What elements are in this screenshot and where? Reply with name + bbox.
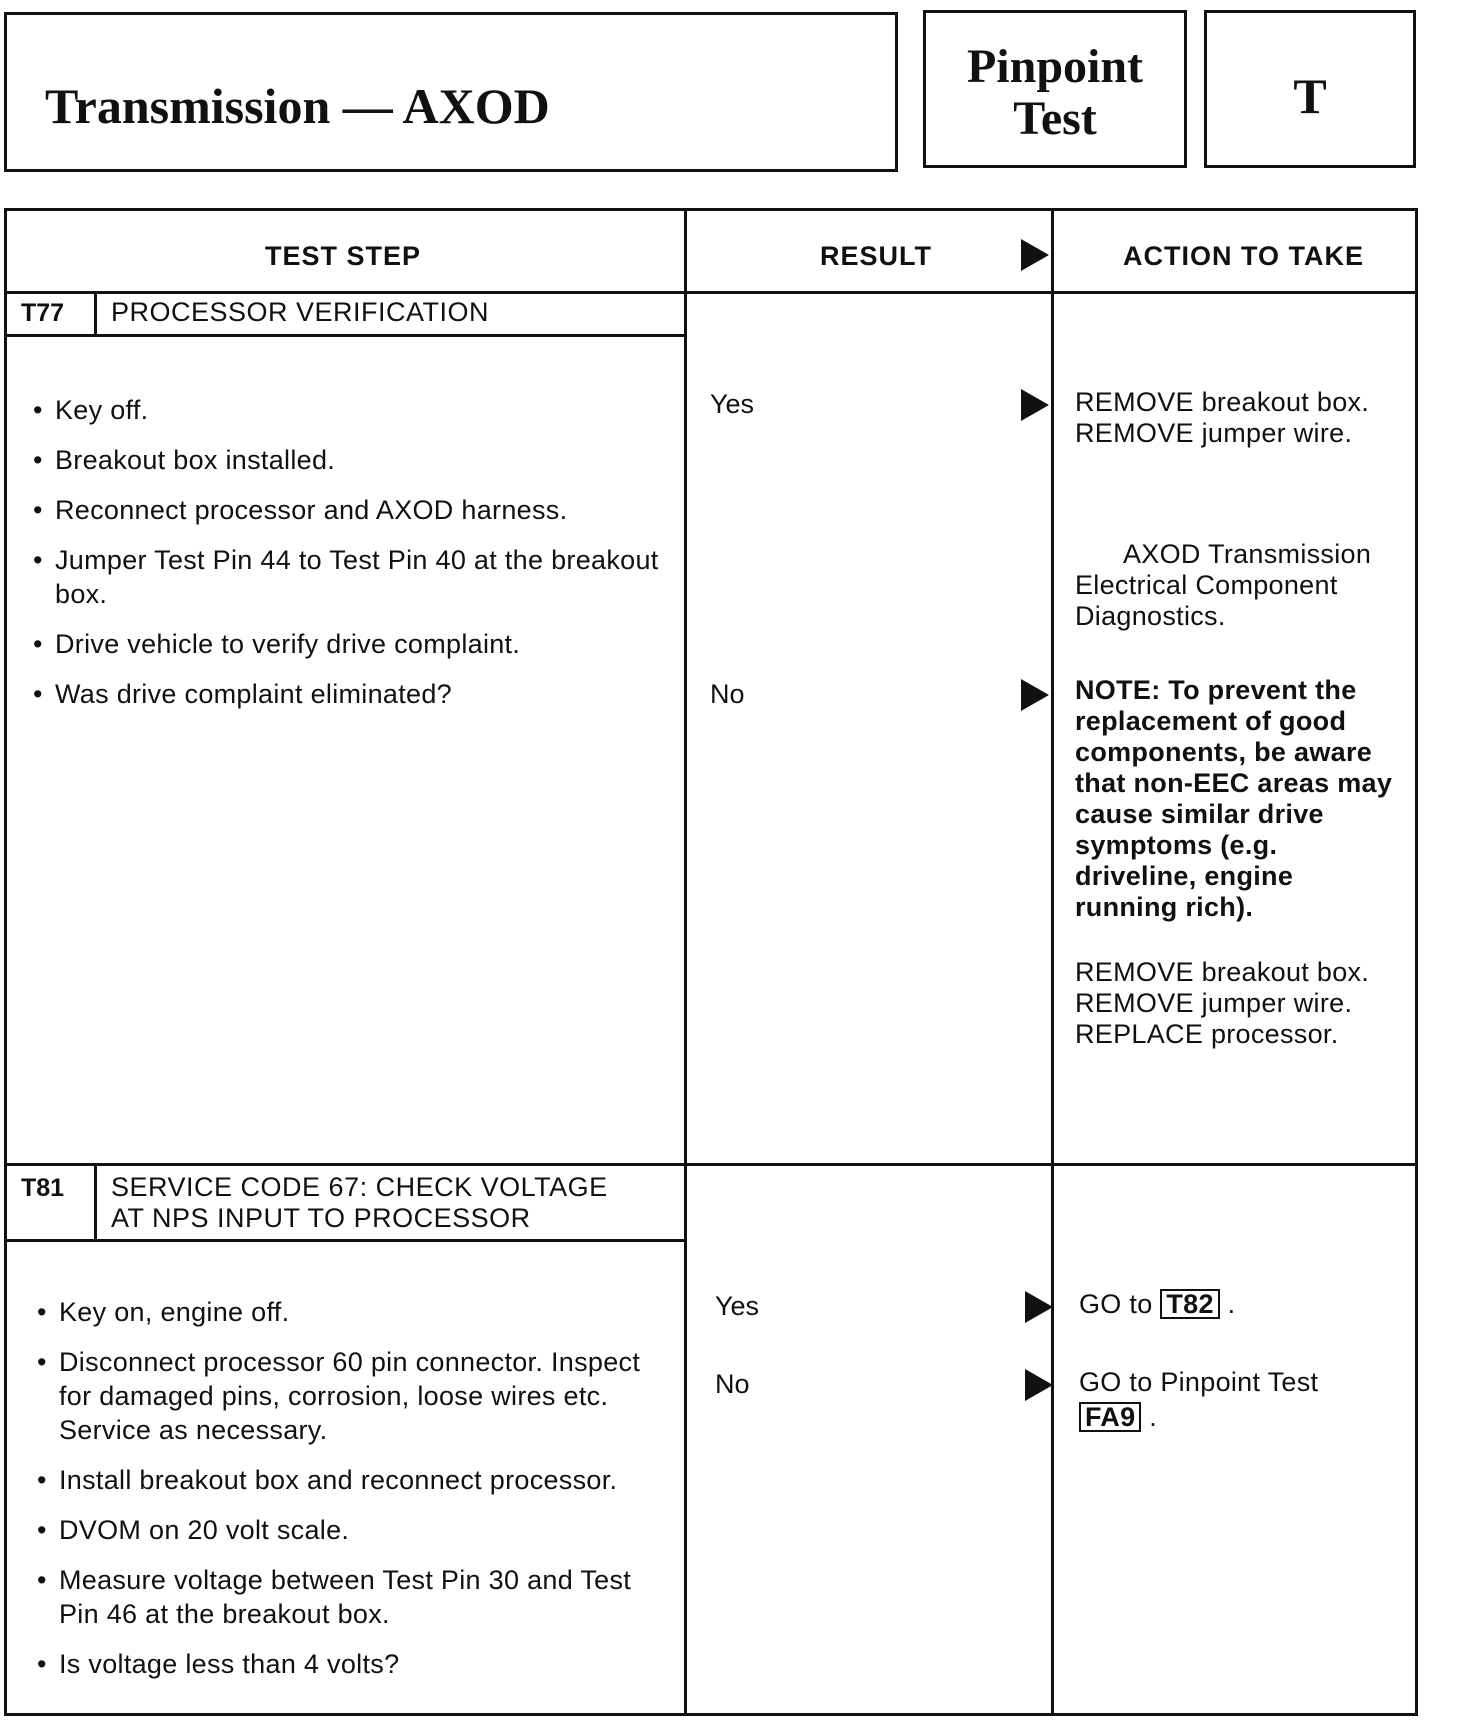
result-no-t81: No — [715, 1369, 750, 1399]
action-yes-t81 — [1079, 1289, 1235, 1320]
action-no-t77 — [1075, 957, 1369, 1050]
list-item: • Install breakout box and reconnect processor. — [37, 1463, 667, 1497]
step-header-t81 — [7, 1166, 684, 1242]
step-id-t81: T81 — [7, 1166, 97, 1239]
list-item: • Measure voltage between Test Pin 30 and Test Pin 46 at the breakout box. — [37, 1563, 667, 1631]
result-arrow-icon — [1025, 1291, 1053, 1323]
step-title-line: SERVICE CODE 67: CHECK VOLTAGE — [111, 1172, 608, 1202]
list-item: • Breakout box installed. — [33, 443, 663, 477]
result-yes-t81: Yes — [715, 1291, 760, 1321]
action-yes-t77 — [1075, 387, 1369, 449]
step-header-t77 — [7, 291, 684, 337]
action-line: REPLACE processor. — [1075, 1019, 1339, 1049]
step-title-t77: PROCESSOR VERIFICATION — [111, 297, 490, 327]
result-yes-t77: Yes — [710, 389, 755, 419]
list-item: • Is voltage less than 4 volts? — [37, 1647, 667, 1681]
action-ref-line — [1079, 1402, 1318, 1433]
result-arrow-icon — [1021, 389, 1049, 421]
period: . — [1149, 1402, 1158, 1432]
list-item: • Was drive complaint eliminated? — [33, 677, 663, 711]
pinpoint-test-label — [926, 41, 1184, 145]
action-line: REMOVE jumper wire. — [1075, 988, 1353, 1018]
column-divider-test-result — [684, 211, 687, 1713]
pinpoint-line2: Test — [1013, 92, 1097, 145]
step-ref-fa9[interactable]: FA9 — [1079, 1402, 1141, 1432]
result-no-t77: No — [710, 679, 745, 709]
step-title-line: AT NPS INPUT TO PROCESSOR — [111, 1203, 531, 1233]
step-title-t81 — [111, 1172, 608, 1234]
list-item: • Key off. — [33, 393, 663, 427]
note-t77: NOTE: To prevent the replacement of good components, be aware that non-EEC areas may cause similar drive symptoms (e.g. driveline, engine running rich). — [1075, 675, 1393, 922]
header-test-step: TEST STEP — [265, 241, 422, 271]
header-action-to-take: ACTION TO TAKE — [1123, 241, 1364, 271]
header-result: RESULT — [820, 241, 932, 271]
action-line: REMOVE jumper wire. — [1075, 418, 1353, 448]
list-item: • Disconnect processor 60 pin connector. Inspect for damaged pins, corrosion, loose wires etc. Service as necessary. — [37, 1345, 667, 1447]
action-text: GO to Pinpoint Test — [1079, 1367, 1319, 1397]
page-title: Transmission — AXOD — [45, 78, 550, 134]
pinpoint-test-table — [4, 208, 1418, 1716]
list-item: • Drive vehicle to verify drive complaint. — [33, 627, 663, 661]
reference-manual-note — [1075, 539, 1371, 632]
action-line: REMOVE breakout box. — [1075, 957, 1370, 987]
list-item: • Reconnect processor and AXOD harness. — [33, 493, 663, 527]
step-id-t77: T77 — [7, 291, 97, 334]
section-letter-box — [1204, 10, 1416, 168]
reference-line: AXOD Transmission — [1123, 539, 1372, 569]
pinpoint-test-box — [923, 10, 1187, 168]
pinpoint-line1: Pinpoint — [966, 40, 1144, 93]
step-ref-t82[interactable]: T82 — [1160, 1289, 1219, 1319]
title-box — [4, 12, 898, 172]
reference-line: Diagnostics. — [1075, 601, 1226, 631]
section-letter: T — [1293, 68, 1327, 124]
list-item: • Key on, engine off. — [37, 1295, 667, 1329]
column-divider-result-action — [1051, 211, 1054, 1713]
step-list-t77 — [33, 393, 663, 727]
list-item: • Jumper Test Pin 44 to Test Pin 40 at the breakout box. — [33, 543, 663, 611]
result-arrow-icon — [1025, 1369, 1053, 1401]
result-arrow-icon — [1021, 679, 1049, 711]
header-arrow-icon — [1021, 239, 1049, 271]
step-list-t81 — [37, 1295, 667, 1697]
period: . — [1227, 1289, 1236, 1319]
action-line: REMOVE breakout box. — [1075, 387, 1370, 417]
list-item: • DVOM on 20 volt scale. — [37, 1513, 667, 1547]
reference-line: Electrical Component — [1075, 570, 1338, 600]
action-no-t81 — [1079, 1367, 1318, 1433]
action-text: GO to — [1079, 1289, 1153, 1319]
